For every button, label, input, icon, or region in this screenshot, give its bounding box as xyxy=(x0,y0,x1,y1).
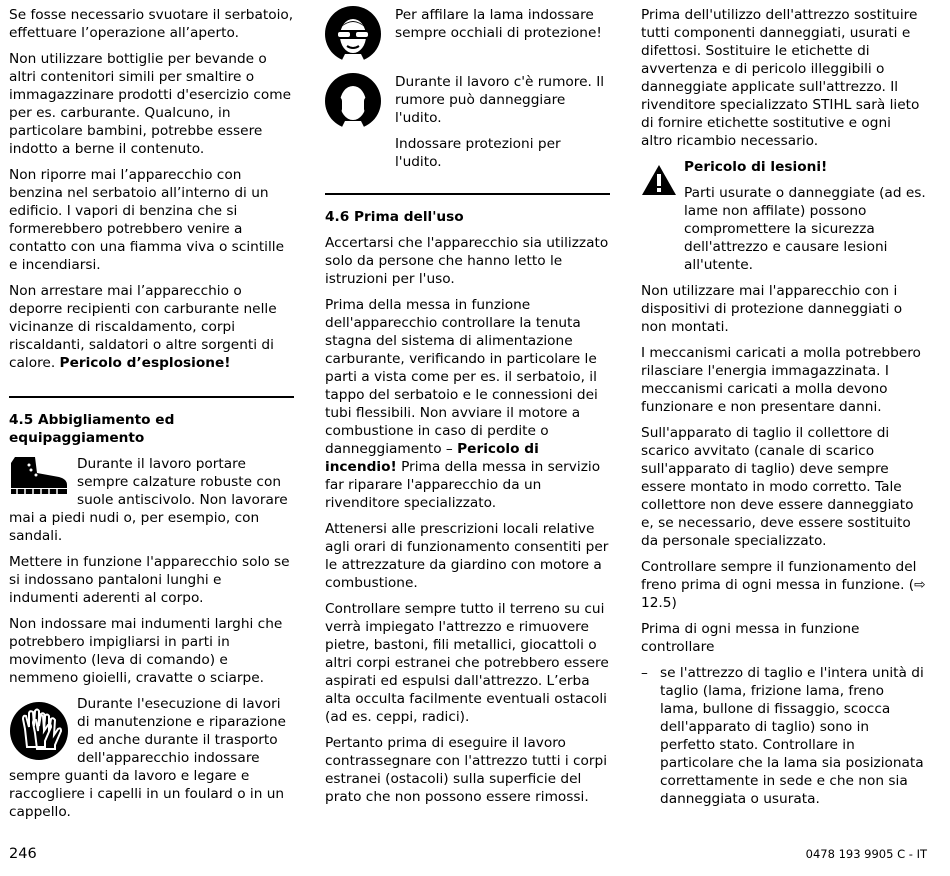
page-number: 246 xyxy=(9,846,37,862)
paragraph: Controllare sempre il funzionamento del freno prima di ogni messa in funzione. (⇨ 12.5) xyxy=(641,559,926,611)
paragraph xyxy=(9,695,294,821)
column-middle xyxy=(325,0,610,814)
column-right xyxy=(641,0,926,808)
list-item-text: se l'attrezzo di taglio e l'intera unità di taglio (lama, frizione lama, freno lama, bullone di fissaggio, scocca dell'apparato di taglio) sono in perfetto stato. Controllare in particolare che la lama sia posizionata correttamente in sede e che non sia danneggiata o usurata. xyxy=(660,665,924,807)
goggles-notice xyxy=(325,6,610,67)
section-heading: 4.6 Prima dell'uso xyxy=(325,209,464,225)
safety-goggles-icon xyxy=(325,6,381,67)
list-dash: – xyxy=(641,665,648,681)
paragraph-text: Prima della messa in funzione dell'apparecchio controllare la tenuta stagna del sistema di alimentazione carburante, verificando in particolare le parti a vista come per es. il serbatoio, il tappo del serbatoio e le connessioni dei tubi flessibili. Non avviare il motore a combustione in caso di perdite o danneggiamento – xyxy=(325,297,598,457)
paragraph: Accertarsi che l'apparecchio sia utilizzato solo da persone che hanno letto le istruzioni per l'uso. xyxy=(325,235,609,287)
paragraph xyxy=(9,282,294,372)
paragraph: Durante il lavoro c'è rumore. Il rumore può danneggiare l'udito. xyxy=(395,74,605,126)
paragraph xyxy=(325,296,610,512)
paragraph: Indossare protezioni per l'udito. xyxy=(395,136,561,170)
hearing-notice xyxy=(325,73,610,171)
ear-protection-icon xyxy=(325,73,381,171)
paragraph: Controllare sempre tutto il terreno su cui verrà impiegato l'attrezzo e rimuovere pietre, bastoni, fili metallici, giocattoli o altri corpi estranei che potrebbero essere aspirati ed espulsi dall'attrezzo. L’erba alta occulta facilmente eventuali ostacoli (ad es. ceppi, radici). xyxy=(325,601,609,725)
paragraph-text: Prima della messa in servizio far riparare l'apparecchio da un rivenditore specializzato. xyxy=(325,459,601,511)
warning-triangle-icon xyxy=(641,158,684,274)
paragraph: Non utilizzare mai l'apparecchio con i dispositivi di protezione danneggiati o non montati. xyxy=(641,283,903,335)
paragraph: Non riporre mai l’apparecchio con benzina nel serbatoio all’interno di un edificio. I vapori di benzina che si formerebbero potrebbero venire a contatto con una fiamma viva o scintille e incendiarsi. xyxy=(9,167,285,273)
paragraph-text: Durante il lavoro portare sempre calzature robuste con suole antiscivolo. Non lavorare mai a piedi nudi o, per esempio, con sandali. xyxy=(9,456,288,544)
paragraph: I meccanismi caricati a molla potrebbero rilasciare l'energia immagazzinata. I meccanismi caricati a molla devono funzionare e non presentare danni. xyxy=(641,345,921,415)
paragraph: Pertanto prima di eseguire il lavoro contrassegnare con l'attrezzo tutti i corpi estranei (ostacoli) sulla superficie del prato che non possono essere rimossi. xyxy=(325,735,608,805)
danger-label: Pericolo d’esplosione! xyxy=(59,355,231,371)
paragraph: Prima di ogni messa in funzione controllare xyxy=(641,621,860,655)
paragraph: Se fosse necessario svuotare il serbatoio, effettuare l’operazione all’aperto. xyxy=(9,7,294,41)
safety-boot-icon xyxy=(9,455,69,495)
paragraph: Non indossare mai indumenti larghi che potrebbero impigliarsi in parti in movimento (leva di comando) e nemmeno gioielli, cravatte o sciarpe. xyxy=(9,616,283,686)
paragraph: Non utilizzare bottiglie per bevande o altri contenitori simili per smaltire o immagazzinare prodotti d'esercizio come per es. carburante. Qualcuno, in particolare bambini, potrebbe essere indotto a berne il contenuto. xyxy=(9,51,292,157)
warning-text: Parti usurate o danneggiate (ad es. lame non affilate) possono compromettere la sicurezza dell'attrezzo e causare lesioni all'utente. xyxy=(684,185,926,273)
column-left xyxy=(9,0,294,829)
paragraph: Sull'apparato di taglio il collettore di scarico avvitato (canale di scarico sull'apparato di taglio) deve sempre essere montato in modo corretto. Tale collettore non deve essere danneggiato e, se necessario, deve essere sostituito da personale specializzato. xyxy=(641,425,914,549)
paragraph xyxy=(9,455,294,545)
warning-title: Pericolo di lesioni! xyxy=(684,159,828,175)
warning-block xyxy=(641,158,926,274)
paragraph: Attenersi alle prescrizioni locali relative agli orari di funzionamento consentiti per le attrezzature da giardino con motore a combustione. xyxy=(325,521,609,591)
paragraph: Mettere in funzione l'apparecchio solo se si indossano pantaloni lunghi e indumenti aderenti al corpo. xyxy=(9,554,290,606)
paragraph: Per affilare la lama indossare sempre occhiali di protezione! xyxy=(395,7,602,41)
danger-label: Pericolo di incendio! xyxy=(325,441,539,475)
section-heading: 4.5 Abbigliamento ed equipaggiamento xyxy=(9,412,175,446)
paragraph-text: Non arrestare mai l’apparecchio o deporre recipienti con carburante nelle vicinanze di riscaldamento, corpi riscaldanti, saldatori o altre sorgenti di calore. xyxy=(9,283,277,371)
list-item xyxy=(641,664,926,808)
paragraph: Prima dell'utilizzo dell'attrezzo sostituire tutti componenti danneggiati, usurati e difettosi. Sostituire le etichette di avvertenza e di pericolo illeggibili o danneggiate applicate sull'attrezzo. Il rivenditore specializzato STIHL sarà lieto di fornire etichette sostitutive e ogni altro ricambio necessario. xyxy=(641,7,920,149)
document-code: 0478 193 9905 C - IT xyxy=(805,847,927,861)
paragraph-text: Durante l'esecuzione di lavori di manutenzione e riparazione ed anche durante il trasporto dell'apparecchio indossare sempre guanti da lavoro e legare e raccogliere i capelli in un foulard o in un cappello. xyxy=(9,696,286,820)
work-gloves-icon xyxy=(9,701,69,761)
